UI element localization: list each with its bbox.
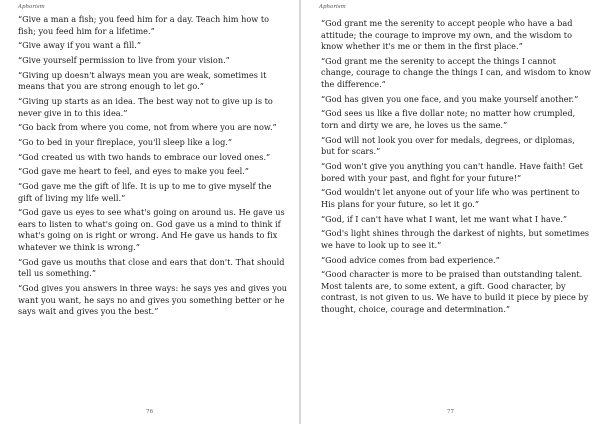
quote-list	[18, 14, 288, 321]
running-head: Aphorism	[18, 4, 45, 10]
quote-entry: “God grant me the serenity to accept the things I cannot change, courage to change the things I can, and wisdom to know the difference.”	[321, 55, 591, 90]
quote-entry: “Give yourself permission to live from your vision.”	[18, 54, 230, 65]
quote-entry: “God will not look you over for medals, degrees, or diplomas, but for scars.”	[321, 134, 575, 157]
quote-entry: “Go back from where you come, not from where you are now.”	[18, 122, 277, 133]
quote-entry: “Give a man a fish; you feed him for a day. Teach him how to fish; you feed him for a lifetime.”	[18, 14, 270, 36]
page-number: 76	[146, 409, 153, 415]
quote-entry: “God gave us eyes to see what's going on around us. He gave us ears to listen to what's going on. God gave us a mind to think if what's going on is right or wrong. And He gave us hands to fix whatever we think is wrong.”	[18, 207, 285, 253]
left-page	[0, 0, 299, 424]
quote-entry: “God grant me the serenity to accept people who have a bad attitude; the courage to improve my own, and the wisdom to know whether it's me or them in the first place.”	[321, 18, 573, 52]
quote-entry: “Good character is more to be praised than outstanding talent. Most talents are, to some extent, a gift. Good character, by contrast, is not given to us. We have to build it piece by piece by thought, choice, courage and determination.”	[321, 269, 589, 314]
quote-entry: “God won't give you anything you can't handle. Have faith! Get bored with your past, and fight for your future!”	[321, 161, 583, 183]
quote-entry: “Giving up starts as an idea. The best way not to give up is to never give in to this idea.”	[18, 95, 273, 118]
quote-entry: “Give away if you want a fill.”	[18, 40, 141, 51]
quote-entry: “God sees us like a five dollar note; no matter how crumpled, torn and dirty we are, he loves us the same.”	[321, 108, 576, 131]
quote-entry: “God created us with two hands to embrace our loved ones.”	[18, 151, 271, 162]
quote-entry: “God gave us mouths that close and ears that don't. That should tell us something.”	[18, 256, 285, 279]
quote-entry: “God, if I can't have what I want, let me want what I have.”	[321, 213, 568, 224]
quote-entry: “God wouldn't let anyone out of your life who was pertinent to His plans for your future, so let it go.”	[321, 187, 580, 209]
quote-entry: “Go to bed in your fireplace, you'll sleep like a log.”	[18, 136, 233, 147]
page-number: 77	[447, 409, 454, 415]
quote-entry: “Good advice comes from bad experience.”	[321, 254, 500, 265]
quote-list	[321, 18, 591, 319]
quote-entry: “God has given you one face, and you make yourself another.”	[321, 93, 579, 104]
quote-entry: “God gave me heart to feel, and eyes to make you feel.”	[18, 166, 249, 177]
quote-entry: “God gave me the gift of life. It is up to me to give myself the gift of living my life well.”	[18, 180, 272, 203]
running-head: Aphorism	[319, 4, 346, 10]
quote-entry: “Giving up doesn't always mean you are weak, sometimes it means that you are strong enough to let go.”	[18, 69, 267, 92]
quote-entry: “God's light shines through the darkest of nights, but sometimes we have to look up to see it.”	[321, 228, 590, 250]
right-page	[301, 0, 600, 424]
quote-entry: “God gives you answers in three ways: he says yes and gives you want you want, he says no and gives you something better or he says wait and gives you the best.”	[18, 283, 288, 317]
